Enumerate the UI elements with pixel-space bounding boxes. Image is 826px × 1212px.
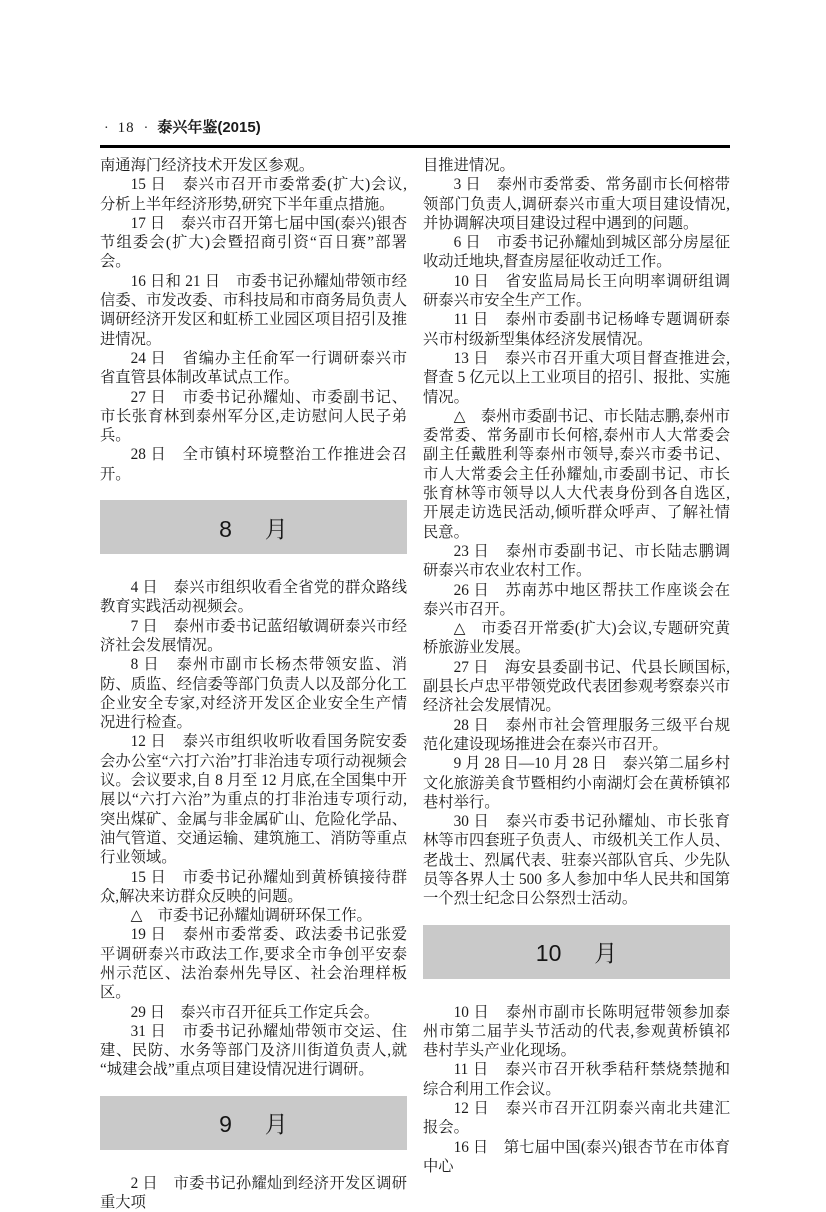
chronicle-entry: 2 日 市委书记孙耀灿到经济开发区调研重大项: [100, 1174, 407, 1212]
chronicle-entry: 26 日 苏南苏中地区帮扶工作座谈会在泰兴市召开。: [423, 581, 730, 618]
chronicle-entry: 27 日 市委书记孙耀灿、市委副书记、市长张育林到泰州军分区,走访慰问人民子弟兵。: [100, 388, 407, 445]
month-label: 10 月: [535, 940, 618, 967]
chronicle-entry: 13 日 泰兴市召开重大项目督查推进会,督查 5 亿元以上工业项目的招引、报批、实施情况。: [423, 349, 730, 406]
chronicle-entry: 15 日 泰兴市召开市委常委(扩大)会议,分析上半年经济形势,研究下半年重点措施。: [100, 176, 407, 213]
chronicle-entry: 28 日 全市镇村环境整治工作推进会召开。: [100, 446, 407, 483]
chronicle-entry: 4 日 泰兴市组织收看全省党的群众路线教育实践活动视频会。: [100, 579, 407, 616]
chronicle-entry: 9 月 28 日—10 月 28 日 泰兴第二届乡村文化旅游美食节暨相约小南湖灯会在黄桥镇祁巷村举行。: [423, 755, 730, 811]
chronicle-entry: 10 日 省安监局局长王向明率调研组调研泰兴市安全生产工作。: [423, 272, 730, 310]
chronicle-entry: 27 日 海安县委副书记、代县长顾国标,副县长卢忠平带领党政代表团参观考察泰兴市经济社会发展情况。: [423, 658, 730, 715]
month-heading-september: [100, 1096, 407, 1150]
month-label: 9 月: [219, 1111, 288, 1138]
chronicle-entry: 12 日 泰兴市组织收听收看国务院安委会办公室“六打六治”打非治违专项行动视频会议。会议要求,自 8 月至 12 月底,在全国集中开展以“六打六治”为重点的打非治违专项行动,突出煤矿、金属与非金属矿山、危险化学品、油气管道、交通运输、建筑施工、消防等重点行业领域。: [100, 733, 407, 867]
chronicle-entry: 8 日 泰州市副市长杨杰带领安监、消防、质监、经信委等部门负责人以及部分化工企业安全专家,对经济开发区企业安全生产情况进行检查。: [100, 656, 407, 732]
chronicle-entry: 11 日 泰兴市召开秋季秸秆禁烧禁抛和综合利用工作会议。: [423, 1061, 730, 1098]
right-column: [423, 156, 730, 1212]
chronicle-entry: 17 日 泰兴市召开第七届中国(泰兴)银杏节组委会(扩大)会暨招商引资“百日赛”部署会。: [100, 214, 407, 271]
chronicle-entry: 10 日 泰州市副市长陈明冠带领参加泰州市第二届芋头节活动的代表,参观黄桥镇祁巷村芋头产业化现场。: [423, 1003, 730, 1060]
chronicle-entry: 16 日 第七届中国(泰兴)银杏节在市体育中心: [423, 1138, 730, 1175]
chronicle-entry: △ 市委召开常委(扩大)会议,专题研究黄桥旅游业发展。: [423, 620, 730, 657]
chronicle-entry: 30 日 泰兴市委书记孙耀灿、市长张育林等市四套班子负责人、市级机关工作人员、老战士、烈属代表、驻泰兴部队官兵、少先队员等各界人士 500 多人参加中华人民共和国第一个烈士纪念日公祭烈士活动。: [423, 813, 730, 908]
month-label: 8 月: [219, 515, 288, 542]
header-dot-left: ·: [104, 121, 109, 136]
page-number: 18: [117, 120, 135, 136]
running-header: [100, 116, 730, 148]
chronicle-entry: 23 日 泰州市委副书记、市长陆志鹏调研泰兴市农业农村工作。: [423, 542, 730, 580]
chronicle-entry: △ 泰州市委副书记、市长陆志鹏,泰州市委常委、常务副市长何榕,泰州市人大常委会副主任戴胜利等泰州市领导,泰兴市委书记、市人大常委会主任孙耀灿,市委副书记、市长张育林等市领导以人大代表身份到各自选区,开展走访选民活动,倾听群众呼声、了解社情民意。: [423, 407, 730, 541]
book-title: 泰兴年鉴(2015): [157, 119, 261, 136]
chronicle-entry: 11 日 泰州市委副书记杨峰专题调研泰兴市村级新型集体经济发展情况。: [423, 311, 730, 348]
month-heading-august: [100, 500, 407, 554]
chronicle-entry: 12 日 泰兴市召开江阴泰兴南北共建汇报会。: [423, 1100, 730, 1137]
continuation-paragraph: 南通海门经济技术开发区参观。: [100, 157, 315, 174]
chronicle-entry: 3 日 泰州市委常委、常务副市长何榕带领部门负责人,调研泰兴市重大项目建设情况,并协调解决项目建设过程中遇到的问题。: [423, 176, 730, 232]
chronicle-entry: 31 日 市委书记孙耀灿带领市交运、住建、民防、水务等部门及济川街道负责人,就“城建会战”重点项目建设情况进行调研。: [100, 1022, 407, 1079]
yearbook-page: [100, 116, 730, 1212]
chronicle-entry: 16 日和 21 日 市委书记孙耀灿带领市经信委、市发改委、市科技局和市商务局负责人调研经济开发区和虹桥工业园区项目招引及推进情况。: [100, 272, 407, 348]
chronicle-entry: 24 日 省编办主任俞军一行调研泰兴市省直管县体制改革试点工作。: [100, 349, 407, 387]
header-dot-right: ·: [143, 121, 149, 136]
chronicle-entry: △ 市委书记孙耀灿调研环保工作。: [130, 907, 372, 925]
chronicle-entry: 7 日 泰州市委书记蓝绍敏调研泰兴市经济社会发展情况。: [100, 617, 407, 654]
chronicle-entry: 6 日 市委书记孙耀灿到城区部分房屋征收动迁地块,督查房屋征收动迁工作。: [423, 234, 730, 271]
chronicle-entry: 19 日 泰州市委常委、政法委书记张爱平调研泰兴市政法工作,要求全市争创平安泰州示范区、法治泰州先导区、社会治理样板区。: [100, 926, 407, 1002]
month-heading-october: [423, 925, 730, 979]
chronicle-entry: 15 日 市委书记孙耀灿到黄桥镇接待群众,解决来访群众反映的问题。: [100, 868, 407, 905]
continuation-paragraph: 目推进情况。: [423, 157, 515, 174]
two-column-body: [100, 156, 730, 1212]
chronicle-entry: 28 日 泰州市社会管理服务三级平台规范化建设现场推进会在泰兴市召开。: [423, 716, 730, 753]
chronicle-entry: 29 日 泰兴市召开征兵工作定兵会。: [130, 1003, 380, 1021]
left-column: [100, 156, 407, 1212]
